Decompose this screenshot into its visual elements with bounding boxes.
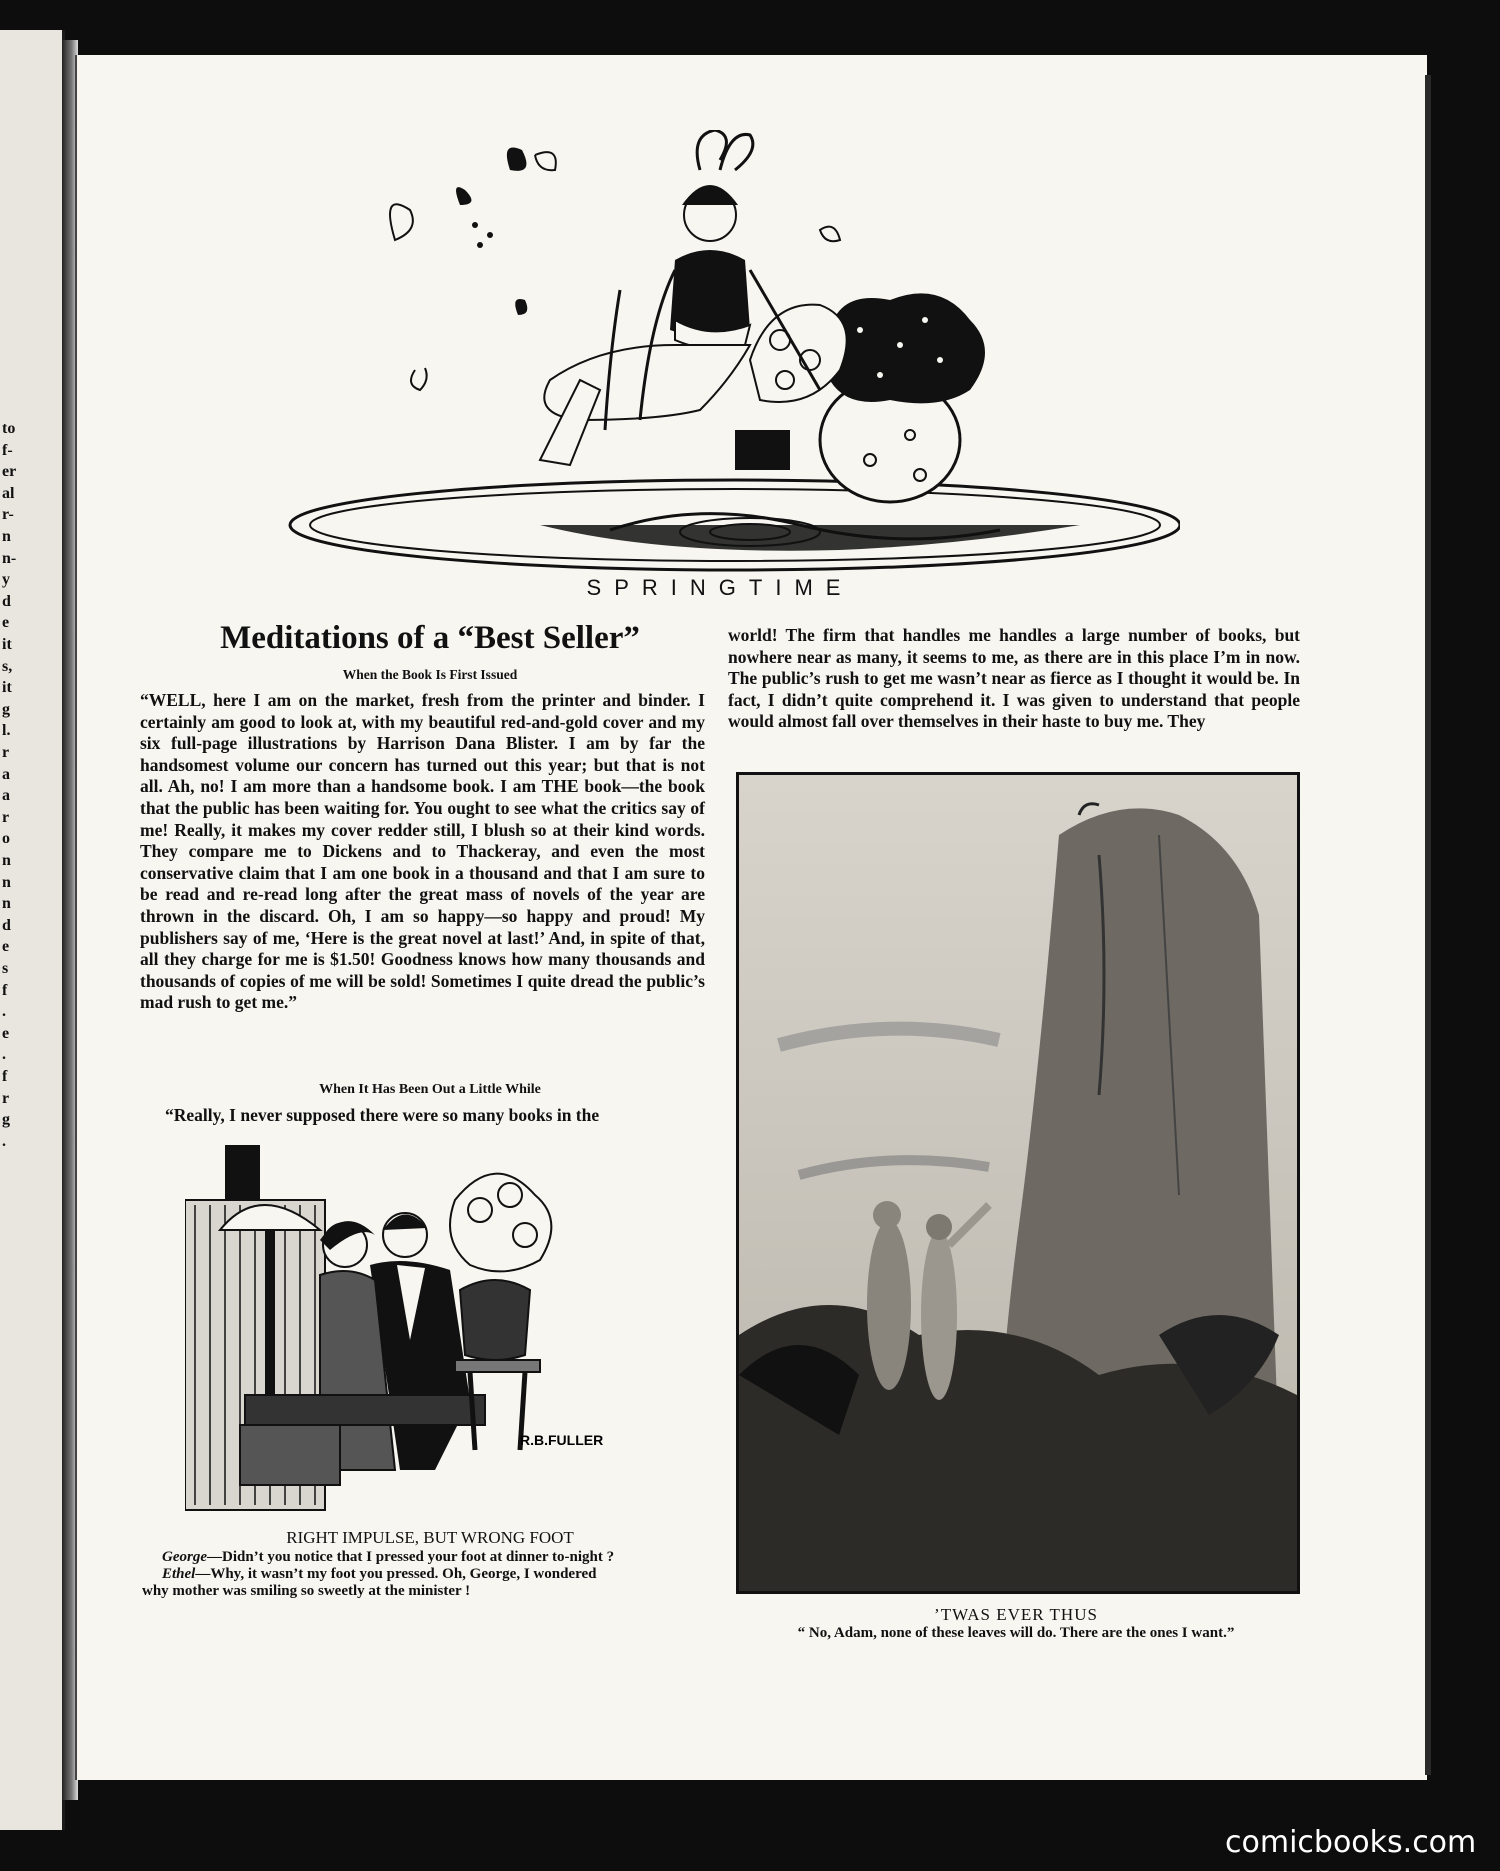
left-page-fragment: e (2, 1024, 10, 1042)
left-page-fragment: g (2, 700, 10, 718)
cartoon-caption-quote: “ No, Adam, none of these leaves will do. There are the ones I want.” (797, 1625, 1235, 1641)
left-page-fragment: d (2, 592, 11, 610)
speaker-name: George (162, 1549, 207, 1565)
left-page-fragment: s, (2, 657, 13, 675)
cartoon-caption-line (162, 1549, 614, 1566)
site-watermark: comicbooks.com (1225, 1825, 1477, 1860)
springtime-illustration (280, 130, 1180, 575)
left-page-fragment: n (2, 528, 11, 545)
left-page-fragment: g (2, 1111, 10, 1129)
left-page-fragment: it (2, 679, 12, 697)
left-page-fragment: r (2, 744, 10, 761)
page-right-edge (1425, 75, 1431, 1775)
left-page-fragment: r (2, 1089, 10, 1107)
left-page-fragment: er (2, 463, 17, 481)
left-page-fragment: y (2, 571, 10, 589)
left-page-fragment: e (2, 614, 10, 632)
cartoon-caption-line (162, 1566, 596, 1583)
left-page-fragment: to (2, 420, 16, 437)
article-paragraph: world! The firm that handles me handles a large number of books, but nowhere near as many, it seems to me, as there are in this place I’m in now. The public’s rush to get me wasn’t near as fierce as I thought it would be. In fact, I didn’t quite comprehend it. I was given to understand that people would almost fall over themselves in their haste to buy me. They (728, 625, 1300, 732)
left-page-fragment: a (2, 787, 10, 805)
left-page-fragment: s (2, 960, 9, 977)
article-paragraph: “WELL, here I am on the market, fresh from the printer and binder. I certainly am good to look at, with my beautiful red-and-gold cover and my six full-page illustrations by Harrison Dana Blister. I am by far the handsomest volume our concern has turned out this year; but that is not all. Ah, no! I am more than a handsome book. I am THE book—the book that the public has been waiting for. You ought to see what the critics say of me! Really, it makes my cover redder still, I blush so at their kind words. They compare me to Dickens and to Thackeray, and even the most conservative claim that I am one book in a thousand and that I am sure to be read and re-read long after the great mass of novels of the year are thrown in the discard. Oh, I am so happy—so happy and proud! My publishers say of me, ‘Here is the great novel at last!’ And, in spite of that, all they charge for me is $1.50! Goodness knows how many thousands and thousands of copies of me will be sold! Sometimes I quite dread the public’s mad rush to get me.” (140, 690, 705, 1013)
left-page-fragment: a (2, 765, 10, 783)
left-page-fragment: e (2, 938, 10, 956)
cartoon-drawing-couple (185, 1140, 705, 1520)
left-page-fragment: f (2, 1068, 8, 1085)
cartoon-caption-line: why mother was smiling so sweetly at the minister ! (142, 1583, 471, 1599)
cartoon-drawing-adam-eve (736, 772, 1300, 1594)
article-paragraph: “Really, I never supposed there were so many books in the (165, 1105, 600, 1125)
left-page-fragment: al (2, 484, 15, 502)
left-page-fragment: n- (2, 549, 17, 567)
left-page-fragment: d (2, 916, 11, 934)
left-page-fragment: . (2, 1046, 6, 1064)
left-page-fragment: . (2, 1003, 6, 1021)
article-title: Meditations of a “Best Seller” (220, 620, 640, 656)
speaker-name: Ethel (162, 1566, 196, 1582)
left-page-fragment: n (2, 873, 11, 891)
left-page-fragment: it (2, 636, 12, 653)
artist-signature: R.B.FULLER (520, 1432, 604, 1448)
article-subhead: When the Book Is First Issued (342, 667, 518, 682)
left-page-fragment: n (2, 852, 11, 869)
article-subhead: When It Has Been Out a Little While (319, 1082, 541, 1097)
left-page-fragment: f (2, 981, 8, 999)
left-page-fragment: . (2, 1132, 6, 1150)
dialogue-text: —Why, it wasn’t my foot you pressed. Oh, George, I wondered (195, 1566, 597, 1582)
cartoon-caption-title: RIGHT IMPULSE, BUT WRONG FOOT (286, 1528, 574, 1547)
left-page-fragment: o (2, 830, 10, 848)
illustration-caption: SPRINGTIME (586, 575, 854, 600)
cartoon-caption-title: ’TWAS EVER THUS (934, 1605, 1098, 1624)
left-page-fragment: r- (2, 506, 14, 524)
left-page-fragment: r (2, 808, 10, 826)
left-page-fragment: f- (2, 441, 13, 459)
dialogue-text: —Didn’t you notice that I pressed your foot at dinner to-night ? (207, 1549, 615, 1565)
left-page-fragment: n (2, 895, 11, 913)
left-page-fragment: l. (2, 722, 11, 740)
